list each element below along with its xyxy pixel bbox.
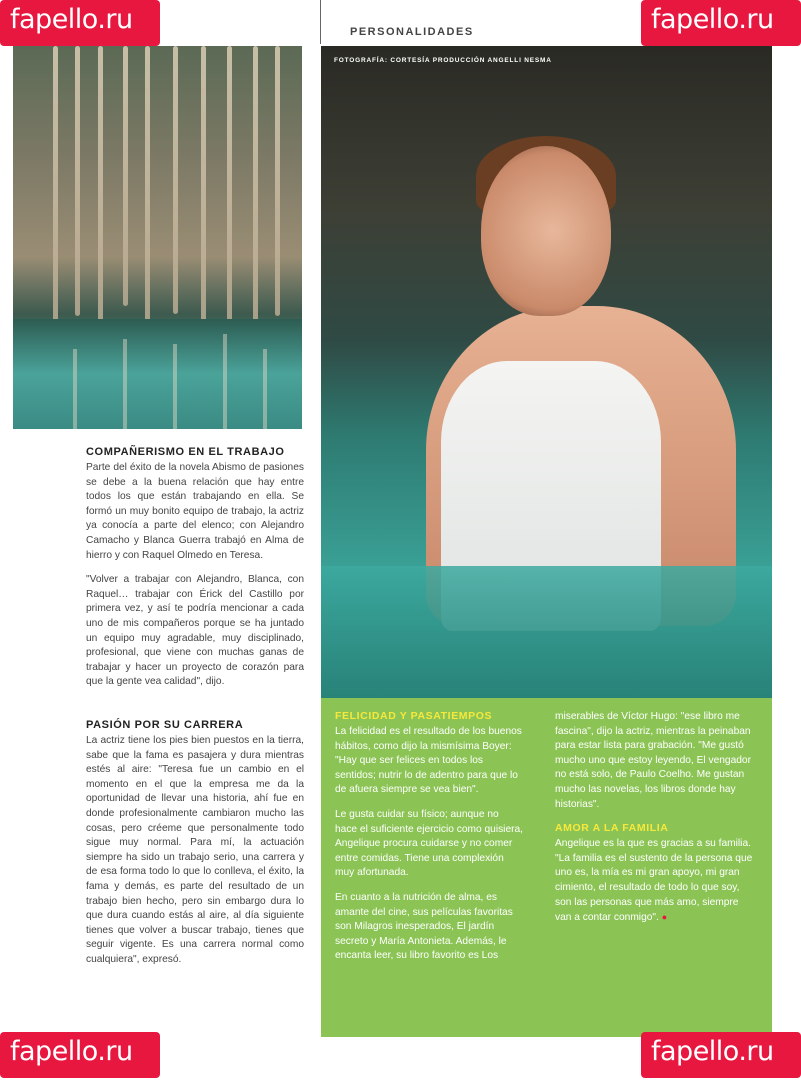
portrait-photo bbox=[321, 46, 772, 698]
article-left-column bbox=[86, 446, 304, 700]
heading-pasion: PASIÓN POR SU CARRERA bbox=[86, 719, 244, 731]
paragraph: La actriz tiene los pies bien puestos en la tierra, sabe que la fama es pasajera y dura mientras estés al aire: "Teresa fue un cambio en el momento en el que la empresa me da la oportunidad de llevar una historia, ahí fue en donde profesionalmente cambiaron mucho las cosas, pero créeme que personalmente todo sigue muy normal. Para mí, la actuación siempre ha sido un trabajo serio, una carrera y de esa forma todo lo que lo conlleva, el éxito, la fama y demás, es parte del resultado de un trabajo bien hecho, pero sin embargo dura lo que dura cuando estás al aire, al día siguiente tienes que volver a buscar trabajo, tienes que seguir vigente. Es una carrera normal como cualquiera", expresó. bbox=[86, 735, 304, 965]
heading-felicidad: FELICIDAD Y PASATIEMPOS bbox=[335, 710, 493, 722]
watermark-bottom-right: fapello.ru bbox=[641, 1032, 801, 1078]
column-divider bbox=[320, 0, 321, 44]
paragraph: miserables de Víctor Hugo: "ese libro me fascina", dijo la actriz, mientras la peinaban para estar lista para grabación. "Me gustó mucho uno que estoy leyendo, El vengador no está solo, de Paulo Coelho. Me gustan mucho las novelas, los libros donde hay historias". bbox=[555, 711, 751, 810]
section-header: PERSONALIDADES bbox=[350, 26, 474, 38]
paragraph: Parte del éxito de la novela Abismo de pasiones se debe a la buena relación que hay entre todos los que están trabajando en ella. Se formó un muy bonito equipo de trabajo, la actriz ya conocía a parte del elenco; con Alejandro Camacho y Blanca Guerra trabajó en Alma de hierro y con Raquel Olmedo en Teresa. bbox=[86, 462, 304, 561]
paragraph: En cuanto a la nutrición de alma, es amante del cine, sus películas favoritas son Milagros inesperados, El jardín secreto y María Antonieta. Además, le encanta leer, su libro favorito es Los bbox=[335, 891, 513, 962]
paragraph: "Volver a trabajar con Alejandro, Blanca, con Raquel… trabajar con Érick del Castillo por primera vez, y así te podría mencionar a cada uno de mis compañeros porque se ha juntado un equipo muy agradable, muy disciplinado, profesional, que viene con muchas ganas de trabajar y hacer un proyecto de corazón para que la gente vea calidad", dijo. bbox=[86, 574, 304, 688]
article-left-column-2 bbox=[86, 719, 304, 978]
green-sidebar-panel bbox=[321, 698, 772, 1037]
watermark-top-right: fapello.ru bbox=[641, 0, 801, 46]
green-column-1 bbox=[335, 710, 523, 974]
paragraph: Le gusta cuidar su físico; aunque no hace el suficiente ejercicio como quisiera, Angelique procura cuidarse y no comer entre comidas. Tiene una complexión muy afortunada. bbox=[335, 808, 523, 879]
heading-amor-familia: AMOR A LA FAMILIA bbox=[555, 822, 669, 835]
paragraph-text: Angelique es la que es gracias a su familia. "La familia es el sustento de la persona que uno es, la mía es mi gran apoyo, mi gran cimiento, el resultado de todo lo que soy, son las personas que más amo, siempre van a contar conmigo". bbox=[555, 838, 753, 924]
watermark-bottom-left: fapello.ru bbox=[0, 1032, 160, 1078]
watermark-top-left: fapello.ru bbox=[0, 0, 160, 46]
landscape-photo bbox=[13, 46, 302, 429]
green-column-2 bbox=[555, 710, 755, 936]
end-mark-icon: ● bbox=[661, 912, 668, 923]
heading-companerismo: COMPAÑERISMO EN EL TRABAJO bbox=[86, 446, 285, 458]
paragraph: La felicidad es el resultado de los buenos hábitos, como dijo la mismísima Boyer: "Hay que ser felices en todos los sentidos; nutrir lo de adentro para que lo de afuera siempre se vea bien". bbox=[335, 726, 522, 796]
photo-credit: FOTOGRAFÍA: CORTESÍA PRODUCCIÓN ANGELLI NESMA bbox=[334, 57, 552, 64]
paragraph-final bbox=[555, 837, 755, 926]
